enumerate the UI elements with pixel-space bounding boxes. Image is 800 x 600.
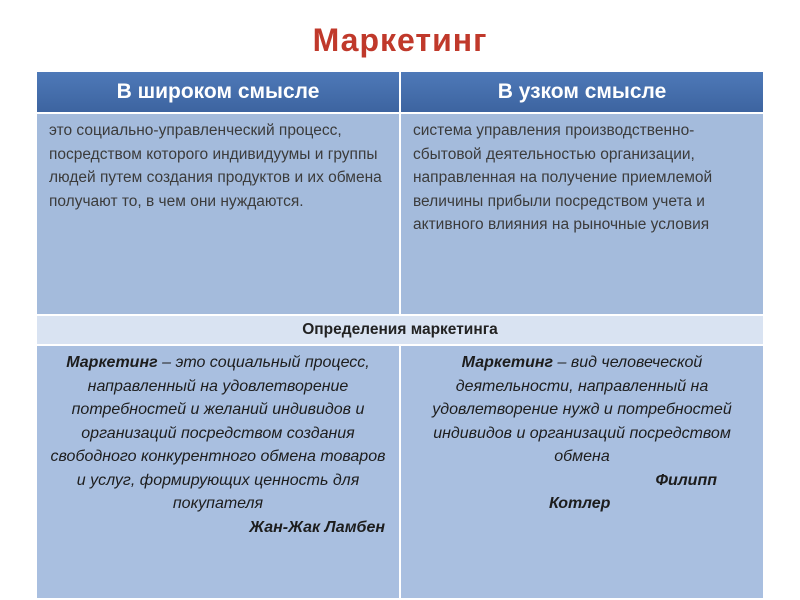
page-title: Маркетинг xyxy=(312,22,488,58)
kotler-definition xyxy=(401,346,763,598)
lambin-definition-text: – это социальный процесс, направленный на удовлетворение потребностей и желаний индивидов и организаций посредством создания свободного конкурентного обмена товаров и услуг, формирующих ценность для покупателя xyxy=(50,354,386,512)
kotler-term: Маркетинг xyxy=(461,354,554,371)
lambin-term: Маркетинг xyxy=(66,354,158,371)
definitions-table xyxy=(37,72,763,598)
kotler-definition-text: – вид человеческой деятельности, направленный на удовлетворение нужд и потребностей индивидов и организаций посредством обмена xyxy=(432,354,732,465)
kotler-author-first: Филипп xyxy=(655,471,717,489)
narrow-sense-definition: система управления производственно-сбытовой деятельностью организации, направленная на получение приемлемой величины прибыли посредством учета и активного влияния на рыночные условия xyxy=(401,114,763,314)
header-narrow-sense: В узком смысле xyxy=(401,72,763,112)
kotler-author-last: Котлер xyxy=(549,495,611,512)
section-heading-definitions: Определения маркетинга xyxy=(37,316,763,344)
lambin-author: Жан-Жак Ламбен xyxy=(249,518,385,536)
broad-sense-definition: это социально-управленческий процесс, посредством которого индивидуумы и группы людей путем создания продуктов и их обмена получают то, в чем они нуждаются. xyxy=(37,114,399,314)
header-broad-sense: В широком смысле xyxy=(37,72,399,112)
lambin-definition xyxy=(37,346,399,598)
